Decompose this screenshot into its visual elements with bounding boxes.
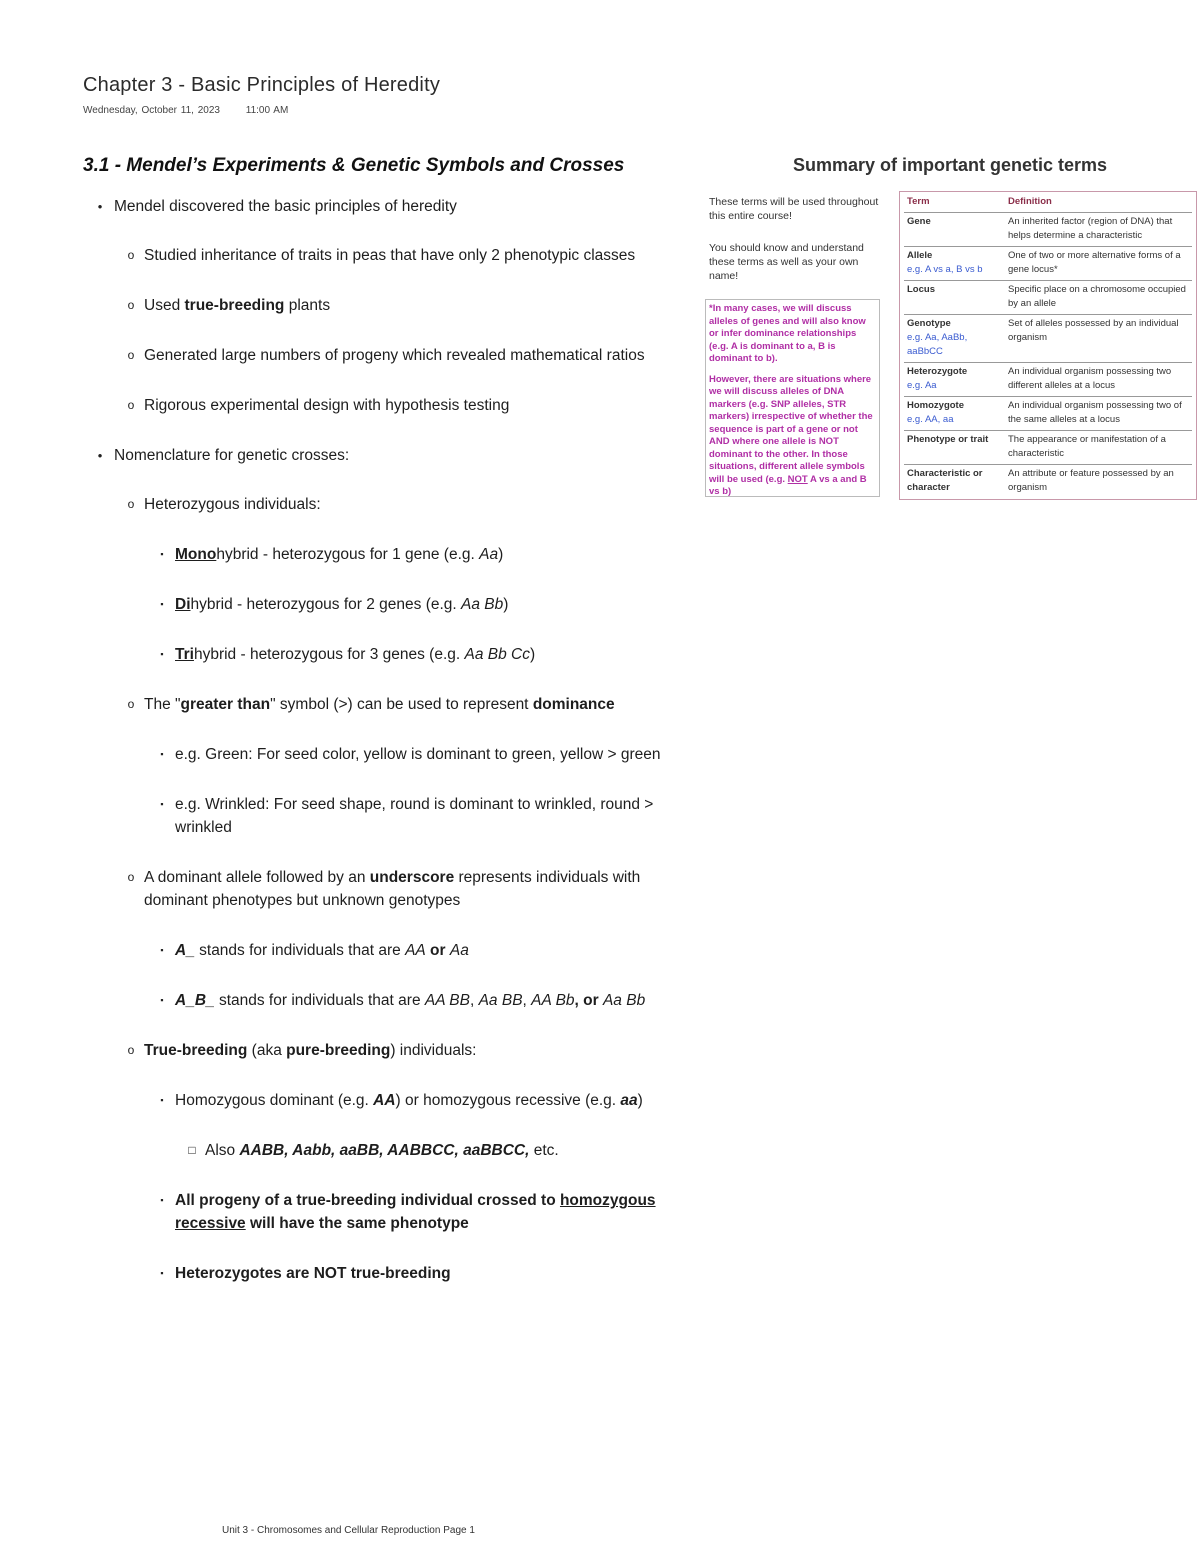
- list-item: ▪ Heterozygotes are NOT true-breeding: [144, 1262, 663, 1285]
- section-heading: 3.1 - Mendel’s Experiments & Genetic Symbols and Crosses: [83, 155, 625, 176]
- table-row: [904, 247, 1192, 281]
- term-example: e.g. Aa: [907, 380, 937, 391]
- term-name: Locus: [907, 284, 935, 295]
- list-item: o A dominant allele followed by an underscore represents individuals with dominant phenotypes but unknown genotypes: [114, 866, 663, 912]
- notes-column: [83, 155, 663, 1312]
- list-item: o Generated large numbers of progeny which revealed mathematical ratios: [114, 344, 663, 367]
- bullet-circle: o: [127, 697, 135, 711]
- term-name: Homozygote: [907, 400, 964, 411]
- bullet-square: ▪: [160, 749, 164, 759]
- list-item: ▪ Dihybrid - heterozygous for 2 genes (e.g. Aa Bb): [144, 593, 663, 616]
- summary-intro: [709, 195, 889, 301]
- list-item: ▪ All progeny of a true-breeding individual crossed to homozygous recessive will have the same phenotype: [144, 1189, 663, 1235]
- list-item: ▪ A_ stands for individuals that are AA or Aa: [144, 939, 663, 962]
- term-cell: [904, 315, 1004, 362]
- term-name: Characteristic or character: [907, 468, 983, 493]
- list-item: • Mendel discovered the basic principles of heredity: [83, 195, 663, 218]
- list-item: ▪ Homozygous dominant (e.g. AA) or homozygous recessive (e.g. aa): [144, 1089, 663, 1112]
- bullet-circle: o: [127, 348, 135, 362]
- definition-cell: An inherited factor (region of DNA) that helps determine a characteristic: [1008, 216, 1173, 241]
- bullet-circle: o: [127, 1043, 135, 1057]
- term-example: e.g. A vs a, B vs b: [907, 264, 983, 275]
- page-footer: Unit 3 - Chromosomes and Cellular Reproduction Page 1: [222, 1525, 475, 1536]
- intro-text: You should know and understand these terms as well as your own name!: [709, 242, 864, 282]
- bullet-circle: o: [127, 870, 135, 884]
- list-item: ▪ e.g. Green: For seed color, yellow is dominant to green, yellow > green: [144, 743, 663, 766]
- list-item: o Rigorous experimental design with hypothesis testing: [114, 394, 663, 417]
- term-example: e.g. AA, aa: [907, 414, 954, 425]
- bullet-square: ▪: [160, 1095, 164, 1105]
- list-item: o True-breeding (aka pure-breeding) individuals:: [114, 1039, 663, 1062]
- note-text: However, there are situations where we will discuss alleles of DNA markers (e.g. SNP alleles, STR markers) irrespective of whether the sequence is part of a gene or not AND where one allele is NOT dominant to the other. In those situations, different allele symbols will be used (e.g. NOT A vs a and B vs b): [709, 373, 873, 497]
- term-example: e.g. Aa, AaBb, aaBbCC: [907, 332, 968, 357]
- bullet-circle: o: [127, 248, 135, 262]
- list-item: o Studied inheritance of traits in peas that have only 2 phenotypic classes: [114, 244, 663, 267]
- bullet-square: ▪: [160, 799, 164, 809]
- terms-header-row: [904, 193, 1192, 213]
- table-row: [904, 213, 1192, 247]
- definition-cell: An individual organism possessing two of the same alleles at a locus: [1008, 400, 1182, 425]
- bullet-square: ▪: [160, 945, 164, 955]
- table-row: [904, 281, 1192, 315]
- bullet-square: ▪: [160, 1195, 164, 1205]
- bullet-circle: o: [127, 298, 135, 312]
- bullet-square: ▪: [160, 995, 164, 1005]
- table-row: [904, 465, 1192, 498]
- intro-text: These terms will be used throughout this entire course!: [709, 196, 879, 222]
- page-meta: [83, 105, 288, 116]
- list-item: ▪ Monohybrid - heterozygous for 1 gene (e.g. Aa): [144, 543, 663, 566]
- definition-cell: One of two or more alternative forms of a gene locus*: [1008, 250, 1181, 275]
- definition-cell: Specific place on a chromosome occupied by an allele: [1008, 284, 1186, 309]
- table-row: [904, 363, 1192, 397]
- list-item: o Heterozygous individuals:: [114, 493, 663, 516]
- allele-note-box: [705, 299, 880, 497]
- term-cell: [904, 465, 1004, 498]
- list-item: • Nomenclature for genetic crosses:: [83, 444, 663, 467]
- term-cell: [904, 363, 1004, 396]
- bullet-circle: o: [127, 398, 135, 412]
- definition-cell: An individual organism possessing two different alleles at a locus: [1008, 366, 1172, 391]
- notes-list: [83, 195, 663, 1285]
- definition-cell: Set of alleles possessed by an individual organism: [1008, 318, 1179, 343]
- list-item: o The "greater than" symbol (>) can be used to represent dominance: [114, 693, 663, 716]
- table-row: [904, 431, 1192, 465]
- list-item: o Used true-breeding plants: [114, 294, 663, 317]
- list-item: ▪ Trihybrid - heterozygous for 3 genes (e.g. Aa Bb Cc): [144, 643, 663, 666]
- page-date: Wednesday, October 11, 2023: [83, 105, 220, 116]
- term-name: Gene: [907, 216, 931, 227]
- terms-table: [899, 191, 1197, 500]
- bullet-square: ▪: [160, 1268, 164, 1278]
- bullet-square: ▪: [160, 549, 164, 559]
- term-cell: [904, 281, 1004, 314]
- table-row: [904, 315, 1192, 363]
- bullet-square: ▪: [160, 649, 164, 659]
- list-item: ▪ A_B_ stands for individuals that are AA BB, Aa BB, AA Bb, or Aa Bb: [144, 989, 663, 1012]
- term-cell: [904, 247, 1004, 280]
- definition-cell: The appearance or manifestation of a characteristic: [1008, 434, 1166, 459]
- term-cell: [904, 397, 1004, 430]
- bullet-square: ▪: [160, 599, 164, 609]
- header-term: Term: [907, 196, 930, 207]
- bullet-box: □: [188, 1143, 196, 1157]
- term-cell: [904, 431, 1004, 464]
- term-cell: [904, 213, 1004, 246]
- list-item: ▪ e.g. Wrinkled: For seed shape, round is dominant to wrinkled, round > wrinkled: [144, 793, 663, 839]
- term-name: Heterozygote: [907, 366, 968, 377]
- summary-title: Summary of important genetic terms: [793, 155, 1108, 175]
- term-name: Allele: [907, 250, 933, 261]
- definition-cell: An attribute or feature possessed by an organism: [1008, 468, 1174, 493]
- list-item: □ Also AABB, Aabb, aaBB, AABBCC, aaBBCC, etc.: [175, 1139, 663, 1162]
- header-definition: Definition: [1008, 196, 1052, 207]
- bullet-circle: o: [127, 497, 135, 511]
- table-row: [904, 397, 1192, 431]
- page-title: Chapter 3 - Basic Principles of Heredity: [83, 74, 441, 96]
- bullet-disc: •: [97, 199, 103, 214]
- bullet-disc: •: [97, 448, 103, 463]
- term-name: Phenotype or trait: [907, 434, 989, 445]
- term-name: Genotype: [907, 318, 951, 329]
- page-time: 11:00 AM: [245, 105, 289, 116]
- note-text: *In many cases, we will discuss alleles of genes and will also know or infer dominance relationships (e.g. A is dominant to a, B is dominant to b).: [709, 303, 866, 364]
